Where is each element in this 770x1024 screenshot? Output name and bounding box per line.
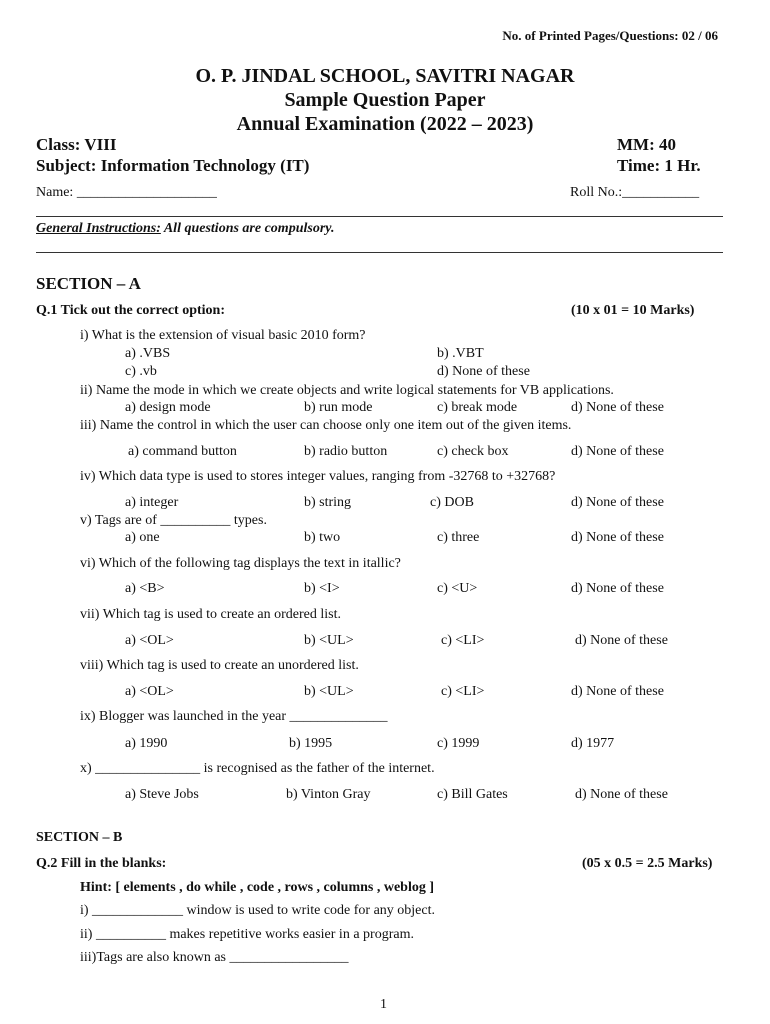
name-field: Name: ____________________ bbox=[36, 185, 217, 200]
question-6: vi) Which of the following tag displays the text in itallic? bbox=[80, 556, 401, 571]
option-2d: d) None of these bbox=[571, 400, 664, 415]
paper-title: Sample Question Paper bbox=[284, 89, 486, 111]
option-6b: b) <I> bbox=[304, 581, 340, 596]
option-7a: a) <OL> bbox=[125, 633, 174, 648]
divider-bottom bbox=[36, 252, 723, 253]
question-10: x) _______________ is recognised as the father of the internet. bbox=[80, 761, 435, 776]
option-1a: a) .VBS bbox=[125, 346, 171, 361]
option-7b: b) <UL> bbox=[304, 633, 354, 648]
roll-field: Roll No.:___________ bbox=[570, 185, 700, 200]
option-8c: c) <LI> bbox=[441, 684, 485, 699]
option-5d: d) None of these bbox=[571, 530, 664, 545]
exam-title: Annual Examination (2022 – 2023) bbox=[236, 113, 534, 135]
q2-marks: (05 x 0.5 = 2.5 Marks) bbox=[582, 856, 713, 871]
option-1d: d) None of these bbox=[437, 364, 530, 379]
option-8a: a) <OL> bbox=[125, 684, 174, 699]
option-8b: b) <UL> bbox=[304, 684, 354, 699]
option-6c: c) <U> bbox=[437, 581, 478, 596]
option-1b: b) .VBT bbox=[437, 346, 484, 361]
option-7c: c) <LI> bbox=[441, 633, 485, 648]
option-3c: c) check box bbox=[437, 444, 509, 459]
option-7d: d) None of these bbox=[575, 633, 668, 648]
option-9b: b) 1995 bbox=[289, 736, 333, 751]
question-4: iv) Which data type is used to stores integer values, ranging from -32768 to +32768? bbox=[80, 469, 556, 484]
general-instructions bbox=[36, 221, 334, 237]
option-8d: d) None of these bbox=[571, 684, 664, 699]
option-6a: a) <B> bbox=[125, 581, 165, 596]
option-5a: a) one bbox=[125, 530, 160, 545]
option-3a: a) command button bbox=[128, 444, 237, 459]
question-7: vii) Which tag is used to create an ordered list. bbox=[80, 607, 341, 622]
school-name: O. P. JINDAL SCHOOL, SAVITRI NAGAR bbox=[195, 65, 575, 87]
instructions-text: All questions are compulsory. bbox=[163, 221, 335, 236]
option-4c: c) DOB bbox=[430, 495, 474, 510]
option-5c: c) three bbox=[437, 530, 480, 545]
instructions-label: General Instructions: bbox=[36, 221, 161, 236]
subject-label: Subject: Information Technology (IT) bbox=[36, 156, 310, 175]
option-10d: d) None of these bbox=[575, 787, 668, 802]
option-4b: b) string bbox=[304, 495, 352, 510]
max-marks: MM: 40 bbox=[617, 135, 677, 154]
fill-blank-3: iii)Tags are also known as _________________ bbox=[80, 950, 349, 965]
question-8: viii) Which tag is used to create an unordered list. bbox=[80, 658, 359, 673]
q1-title: Q.1 Tick out the correct option: bbox=[36, 303, 225, 318]
option-9c: c) 1999 bbox=[437, 736, 480, 751]
question-9: ix) Blogger was launched in the year ______________ bbox=[80, 709, 388, 724]
printed-pages-info: No. of Printed Pages/Questions: 02 / 06 bbox=[502, 28, 718, 43]
question-3: iii) Name the control in which the user can choose only one item out of the given items. bbox=[80, 418, 572, 433]
question-2: ii) Name the mode in which we create objects and write logical statements for VB applications. bbox=[80, 383, 614, 398]
class-label: Class: VIII bbox=[36, 135, 117, 154]
page-number: 1 bbox=[380, 997, 387, 1012]
option-9d: d) 1977 bbox=[571, 736, 615, 751]
option-3d: d) None of these bbox=[571, 444, 664, 459]
time-allowed: Time: 1 Hr. bbox=[617, 156, 701, 175]
divider-top bbox=[36, 216, 723, 217]
option-3b: b) radio button bbox=[304, 444, 388, 459]
fill-blank-1: i) _____________ window is used to write code for any object. bbox=[80, 903, 435, 918]
option-6d: d) None of these bbox=[571, 581, 664, 596]
section-a-title: SECTION – A bbox=[36, 274, 141, 293]
question-1: i) What is the extension of visual basic 2010 form? bbox=[80, 328, 366, 343]
option-10c: c) Bill Gates bbox=[437, 787, 508, 802]
option-9a: a) 1990 bbox=[125, 736, 168, 751]
q2-title: Q.2 Fill in the blanks: bbox=[36, 856, 167, 871]
option-1c: c) .vb bbox=[125, 364, 157, 379]
option-2c: c) break mode bbox=[437, 400, 518, 415]
option-4d: d) None of these bbox=[571, 495, 664, 510]
fill-blank-2: ii) __________ makes repetitive works easier in a program. bbox=[80, 927, 414, 942]
q1-marks: (10 x 01 = 10 Marks) bbox=[571, 303, 695, 318]
question-5: v) Tags are of __________ types. bbox=[80, 513, 267, 528]
section-b-title: SECTION – B bbox=[36, 830, 123, 845]
option-5b: b) two bbox=[304, 530, 341, 545]
option-10a: a) Steve Jobs bbox=[125, 787, 199, 802]
option-10b: b) Vinton Gray bbox=[286, 787, 371, 802]
option-2b: b) run mode bbox=[304, 400, 373, 415]
q2-hint: Hint: [ elements , do while , code , rows , columns , weblog ] bbox=[80, 880, 434, 895]
option-4a: a) integer bbox=[125, 495, 179, 510]
option-2a: a) design mode bbox=[125, 400, 211, 415]
